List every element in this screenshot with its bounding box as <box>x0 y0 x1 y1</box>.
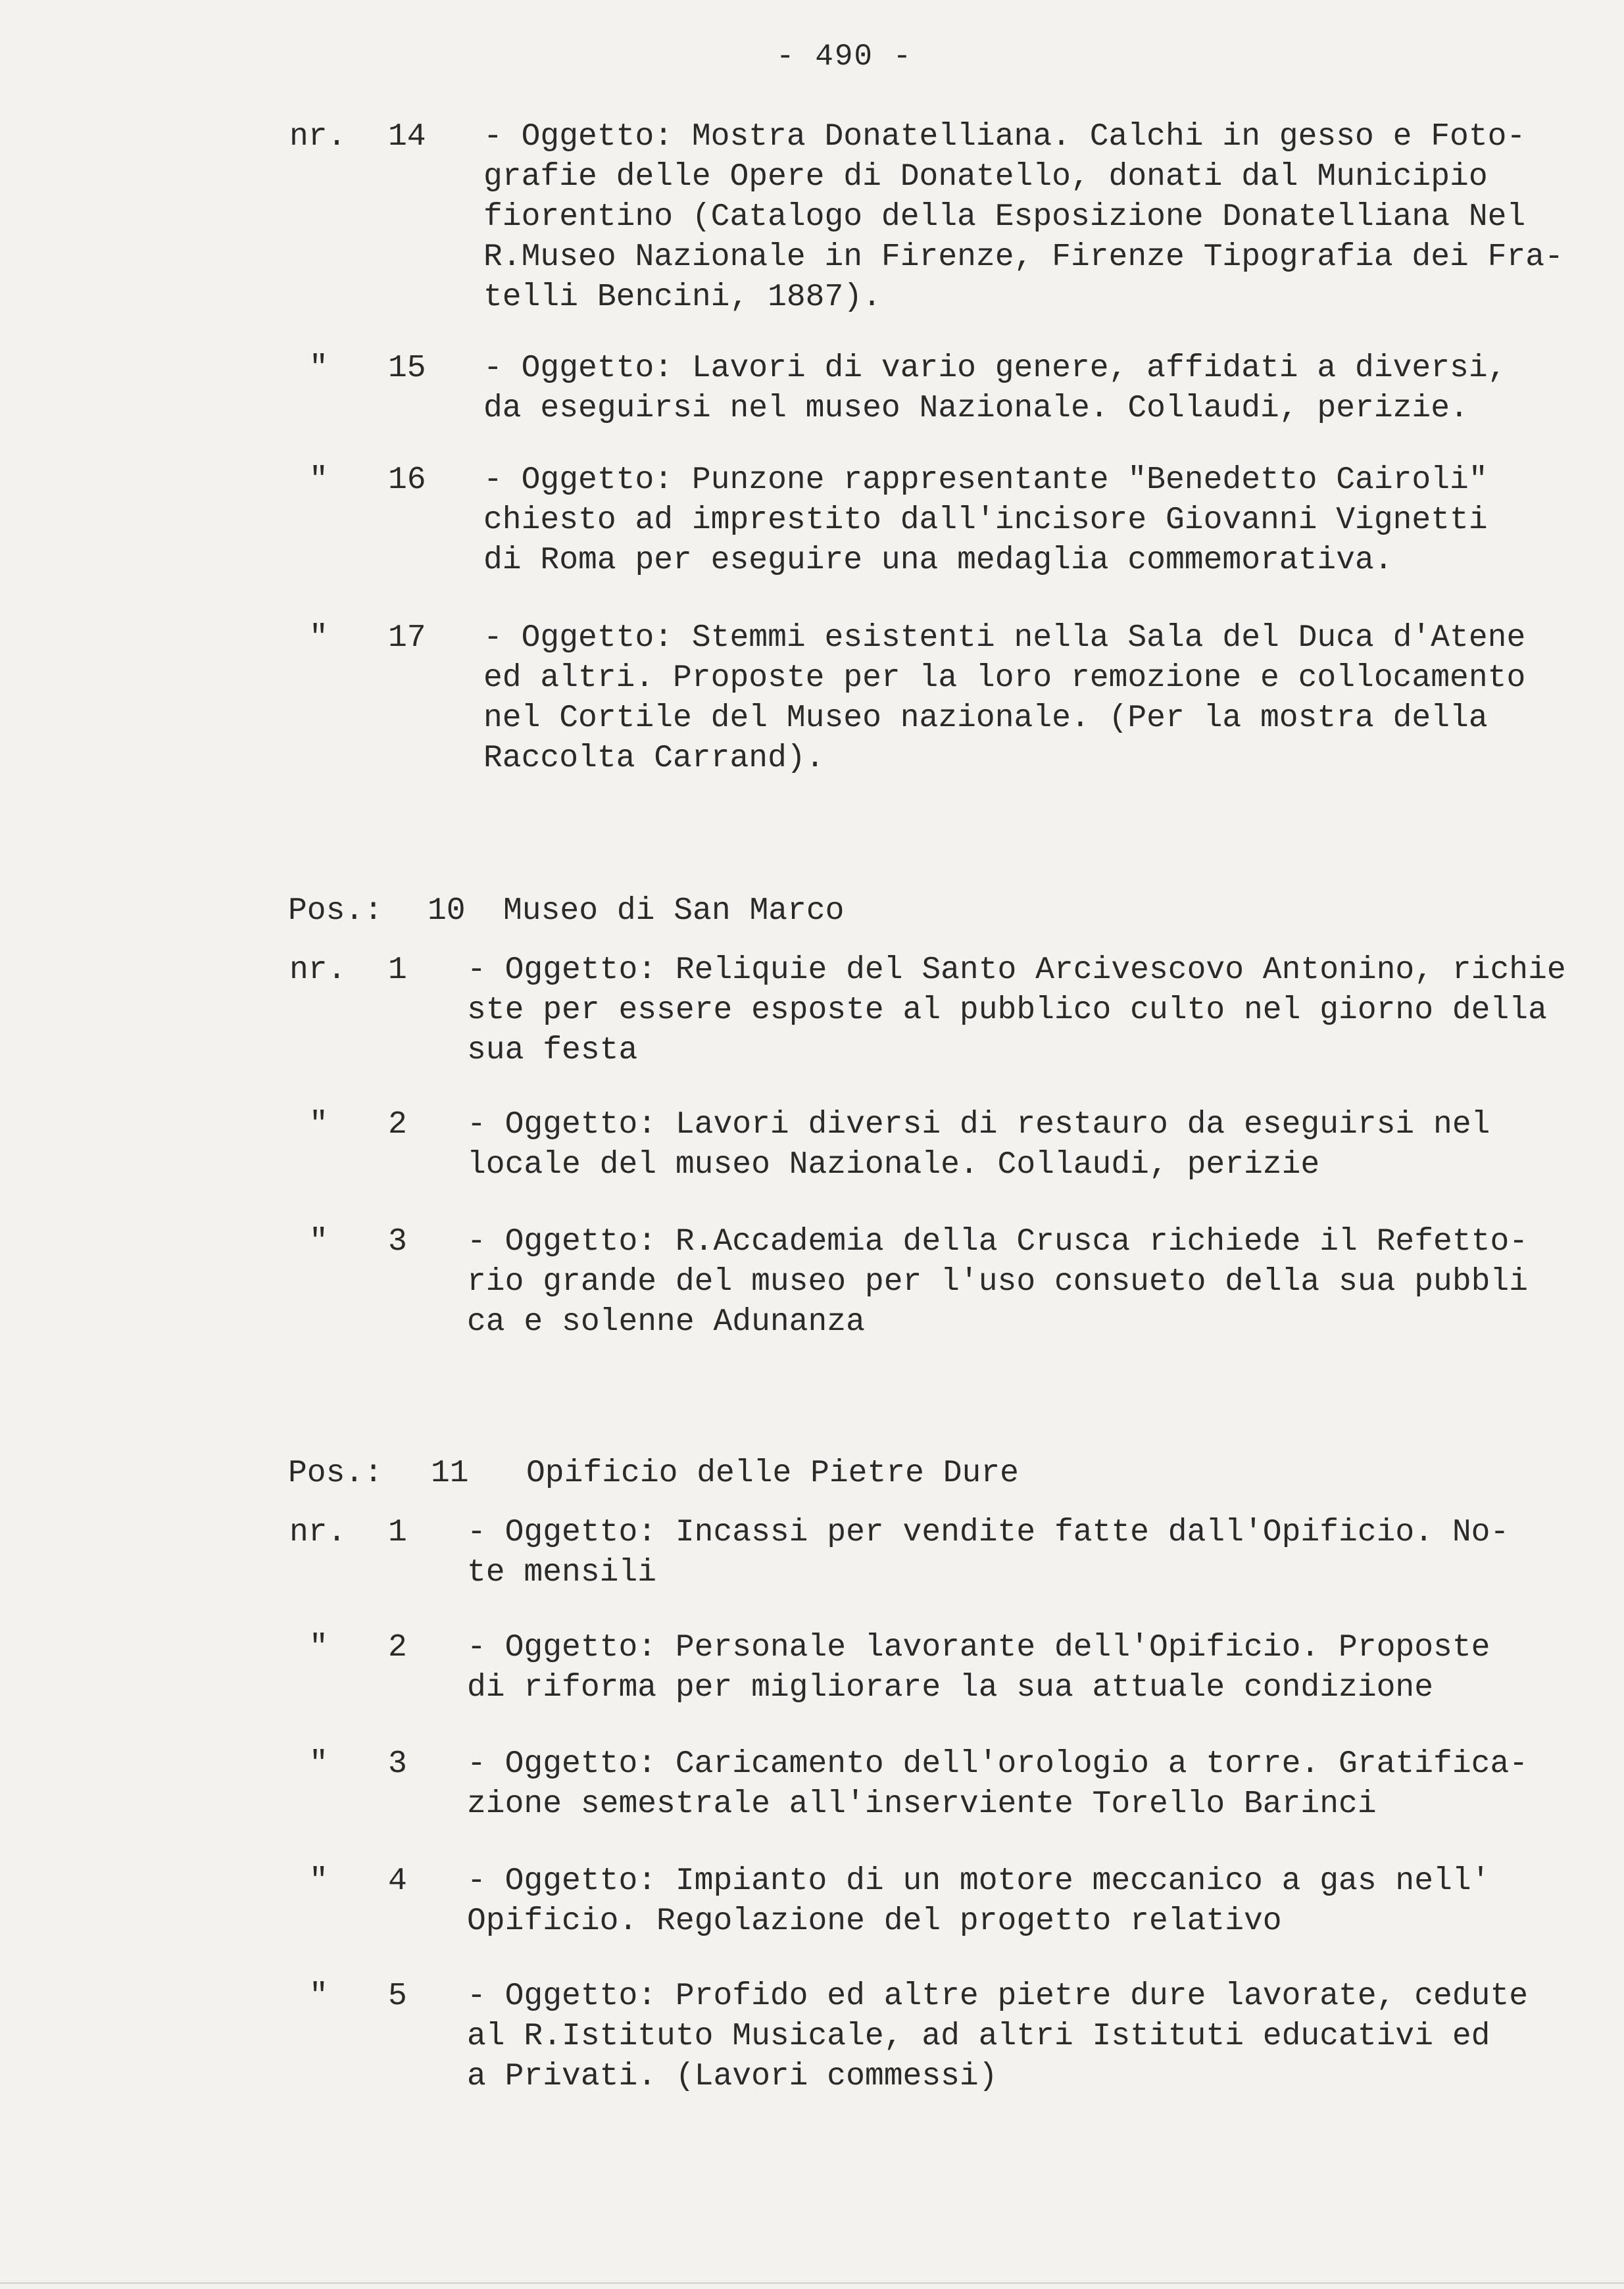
entry-prefix: " <box>309 1746 328 1782</box>
entry-text: - Oggetto: Impianto di un motore meccanico a gas nell' Opificio. Regolazione del progetto relativo <box>467 1863 1490 1939</box>
entry-text: - Oggetto: R.Accademia della Crusca richiede il Refetto- rio grande del museo per l'uso consueto della sua pubbli ca e solenne Adunanza <box>467 1224 1529 1340</box>
entry-number: 2 <box>388 1107 407 1143</box>
entry-text: - Oggetto: Stemmi esistenti nella Sala del Duca d'Atene ed altri. Proposte per la loro remozione e collocamento nel Cortile del Museo nazionale. (Per la mostra della Raccolta Carrand). <box>483 620 1526 776</box>
entry-prefix: nr. <box>289 952 347 988</box>
entry-prefix: " <box>309 1979 328 2014</box>
entry-text: - Oggetto: Profido ed altre pietre dure lavorate, cedute al R.Istituto Musicale, ad altri Istituti educativi ed a Privati. (Lavori commessi) <box>467 1979 1529 2094</box>
entry-text: - Oggetto: Caricamento dell'orologio a torre. Gratifica- zione semestrale all'inserviente Torello Barinci <box>467 1746 1529 1822</box>
entry-prefix: " <box>309 1224 328 1260</box>
entry-prefix: " <box>309 351 328 386</box>
page-number: - 490 - <box>776 39 913 74</box>
section-title: Museo di San Marco <box>503 893 845 929</box>
entry-number: 3 <box>388 1746 407 1782</box>
entry-text: - Oggetto: Incassi per vendite fatte dall'Opificio. No- te mensili <box>467 1515 1510 1590</box>
entry-prefix: nr. <box>289 119 347 155</box>
position-label: Pos.: <box>288 1456 383 1491</box>
entry-text: - Oggetto: Punzone rappresentante "Benedetto Cairoli" chiesto ad imprestito dall'incisore Giovanni Vignetti di Roma per eseguire una medaglia commemorativa. <box>483 462 1488 578</box>
entry-number: 1 <box>388 952 407 988</box>
entry-number: 2 <box>388 1630 407 1665</box>
entry-number: 14 <box>388 119 426 155</box>
entry-number: 15 <box>388 351 426 386</box>
entry-text: - Oggetto: Reliquie del Santo Arcivescovo Antonino, richie ste per essere esposte al pubblico culto nel giorno della sua festa <box>467 952 1566 1068</box>
entry-prefix: " <box>309 462 328 498</box>
entry-prefix: " <box>309 1107 328 1143</box>
section-title: Opificio delle Pietre Dure <box>526 1456 1019 1491</box>
entry-text: - Oggetto: Personale lavorante dell'Opificio. Proposte di riforma per migliorare la sua attuale condizione <box>467 1630 1490 1706</box>
entry-prefix: " <box>309 1863 328 1899</box>
entry-text: - Oggetto: Mostra Donatelliana. Calchi in gesso e Foto- grafie delle Opere di Donatello, donati dal Municipio fiorentino (Catalogo della Esposizione Donatelliana Nel R.Museo Nazionale in Firenze, Firenze Tipografia dei Fra- telli Bencini, 1887). <box>483 119 1563 315</box>
position-number: 11 <box>431 1456 469 1491</box>
entry-text: - Oggetto: Lavori diversi di restauro da eseguirsi nel locale del museo Nazionale. Collaudi, perizie <box>467 1107 1490 1183</box>
entry-number: 1 <box>388 1515 407 1550</box>
page-bottom-edge <box>0 2282 1624 2284</box>
entry-prefix: " <box>309 1630 328 1665</box>
entry-number: 5 <box>388 1979 407 2014</box>
entry-number: 16 <box>388 462 426 498</box>
entry-number: 17 <box>388 620 426 656</box>
position-label: Pos.: <box>288 893 383 929</box>
entry-prefix: nr. <box>289 1515 347 1550</box>
entry-text: - Oggetto: Lavori di vario genere, affidati a diversi, da eseguirsi nel museo Nazionale. Collaudi, perizie. <box>483 351 1507 426</box>
entry-prefix: " <box>309 620 328 656</box>
entry-number: 3 <box>388 1224 407 1260</box>
entry-number: 4 <box>388 1863 407 1899</box>
position-number: 10 <box>428 893 466 929</box>
